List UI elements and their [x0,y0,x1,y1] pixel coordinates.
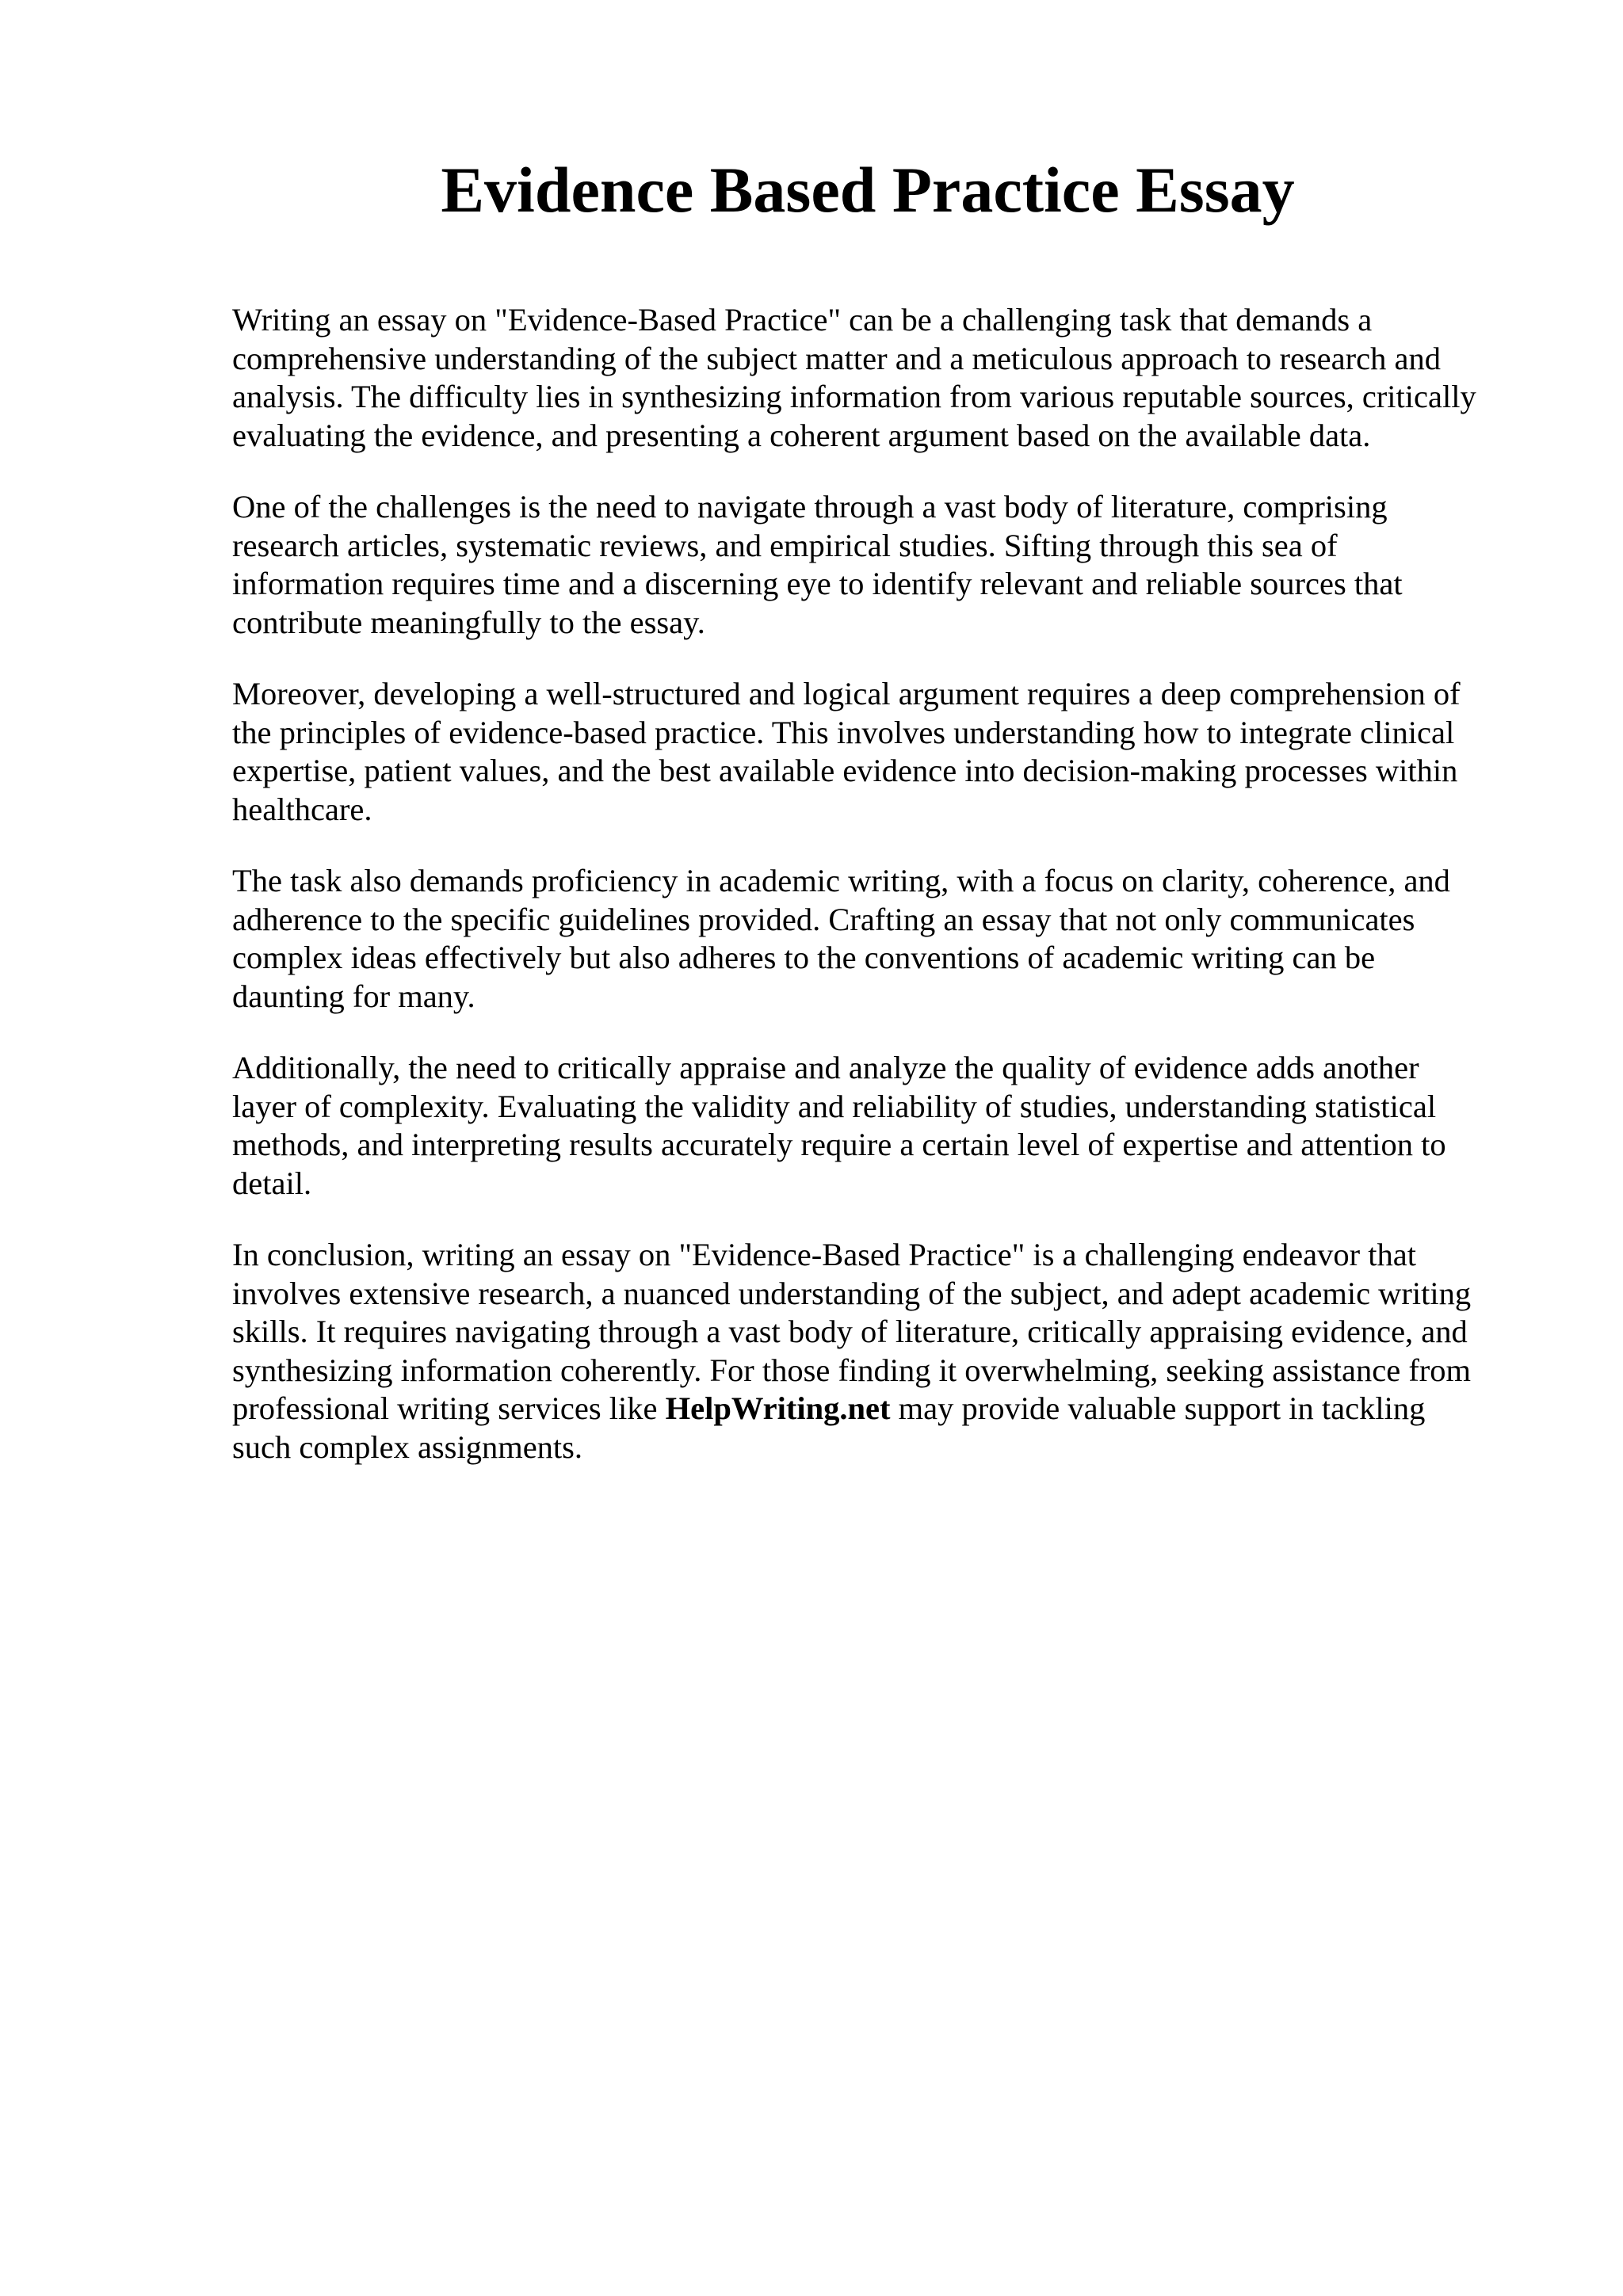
paragraph-2 [232,488,1532,642]
text-line: Writing an essay on "Evidence-Based Practice" can be a challenging task that demands a [232,302,1373,338]
brand-line-after: may provide valuable support in tackling [890,1390,1426,1426]
text-line: adherence to the specific guidelines provided. Crafting an essay that not only communicates [232,901,1415,937]
text-line: One of the challenges is the need to navigate through a vast body of literature, comprising [232,489,1388,524]
text-line: the principles of evidence-based practice. This involves understanding how to integrate clinical [232,714,1455,750]
text-line: methods, and interpreting results accurately require a certain level of expertise and attention to [232,1127,1446,1162]
text-line: information requires time and a discerning eye to identify relevant and reliable sources that [232,566,1403,601]
text-line: research articles, systematic reviews, and empirical studies. Sifting through this sea of [232,527,1338,563]
document-body [232,301,1532,1500]
text-line: In conclusion, writing an essay on "Evidence-Based Practice" is a challenging endeavor that [232,1237,1416,1272]
text-line: evaluating the evidence, and presenting a coherent argument based on the available data. [232,417,1371,453]
paragraph-5 [232,1049,1532,1203]
paragraph-6 [232,1236,1532,1466]
text-line: complex ideas effectively but also adheres to the conventions of academic writing can be [232,940,1376,975]
paragraph-1 [232,301,1532,455]
text-line-with-brand [232,1390,1532,1428]
text-line: daunting for many. [232,978,475,1014]
paragraph-4 [232,862,1532,1016]
text-line: analysis. The difficulty lies in synthesizing information from various reputable sources, critically [232,379,1476,414]
text-line: expertise, patient values, and the best available evidence into decision-making processes within [232,753,1458,788]
text-line: Moreover, developing a well-structured and logical argument requires a deep comprehension of [232,676,1461,711]
paragraph-3 [232,675,1532,829]
text-line: layer of complexity. Evaluating the validity and reliability of studies, understanding statistical [232,1088,1437,1124]
text-line: comprehensive understanding of the subject matter and a meticulous approach to research and [232,340,1441,376]
brand-line-before: professional writing services like [232,1390,666,1426]
text-line: The task also demands proficiency in academic writing, with a focus on clarity, coherence, and [232,863,1450,898]
text-line: Additionally, the need to critically appraise and analyze the quality of evidence adds another [232,1050,1419,1085]
text-line: healthcare. [232,791,372,827]
document-title: Evidence Based Practice Essay [441,154,1295,226]
brand-name: HelpWriting.net [665,1390,891,1426]
text-line: involves extensive research, a nuanced understanding of the subject, and adept academic writing [232,1275,1472,1311]
text-line: contribute meaningfully to the essay. [232,604,705,640]
text-line: synthesizing information coherently. For those finding it overwhelming, seeking assistance from [232,1352,1472,1388]
text-line: skills. It requires navigating through a vast body of literature, critically appraising evidence, and [232,1314,1468,1349]
text-line: such complex assignments. [232,1428,583,1465]
text-line: detail. [232,1165,312,1201]
